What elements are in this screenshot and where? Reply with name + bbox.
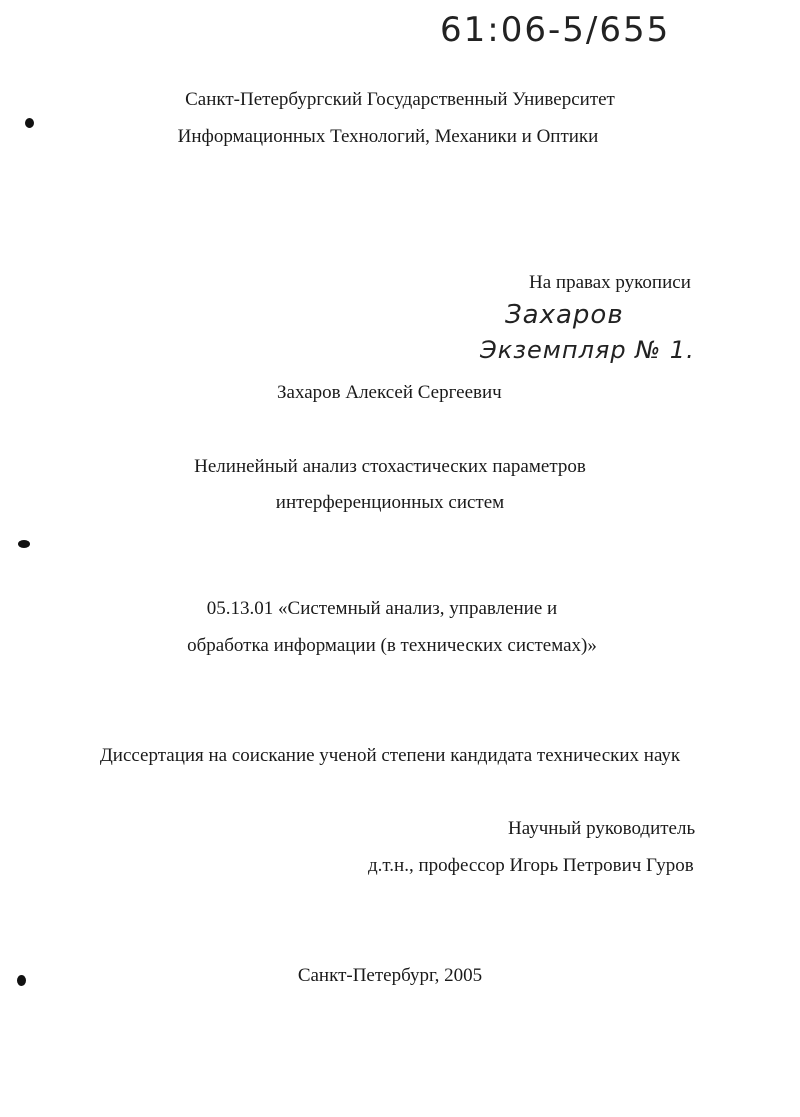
- degree-statement: Диссертация на соискание ученой степени кандидата технических наук: [99, 745, 681, 766]
- supervisor-name: д.т.н., профессор Игорь Петрович Гуров: [368, 855, 694, 876]
- scan-mark-middle: [18, 540, 30, 548]
- copy-number-note: Экземпляр № 1.: [480, 336, 695, 364]
- author-name: Захаров Алексей Сергеевич: [277, 382, 502, 403]
- archive-code: 61:06-5/655: [440, 10, 671, 50]
- specialty-line-1: 05.13.01 «Системный анализ, управление и: [206, 598, 558, 619]
- specialty-line-2: обработка информации (в технических системах)»: [187, 635, 597, 656]
- city-year: Санкт-Петербург, 2005: [297, 965, 483, 986]
- manuscript-note: На правах рукописи: [529, 272, 691, 293]
- supervisor-label: Научный руководитель: [508, 818, 696, 839]
- dissertation-title-line-2: интерференционных систем: [275, 492, 505, 513]
- institution-line-2: Информационных Технологий, Механики и Оптики: [177, 126, 599, 147]
- institution-line-1: Санкт-Петербургский Государственный Университет: [185, 89, 615, 110]
- dissertation-title-line-1: Нелинейный анализ стохастических параметров: [194, 456, 586, 477]
- author-signature: Захаров: [505, 300, 624, 330]
